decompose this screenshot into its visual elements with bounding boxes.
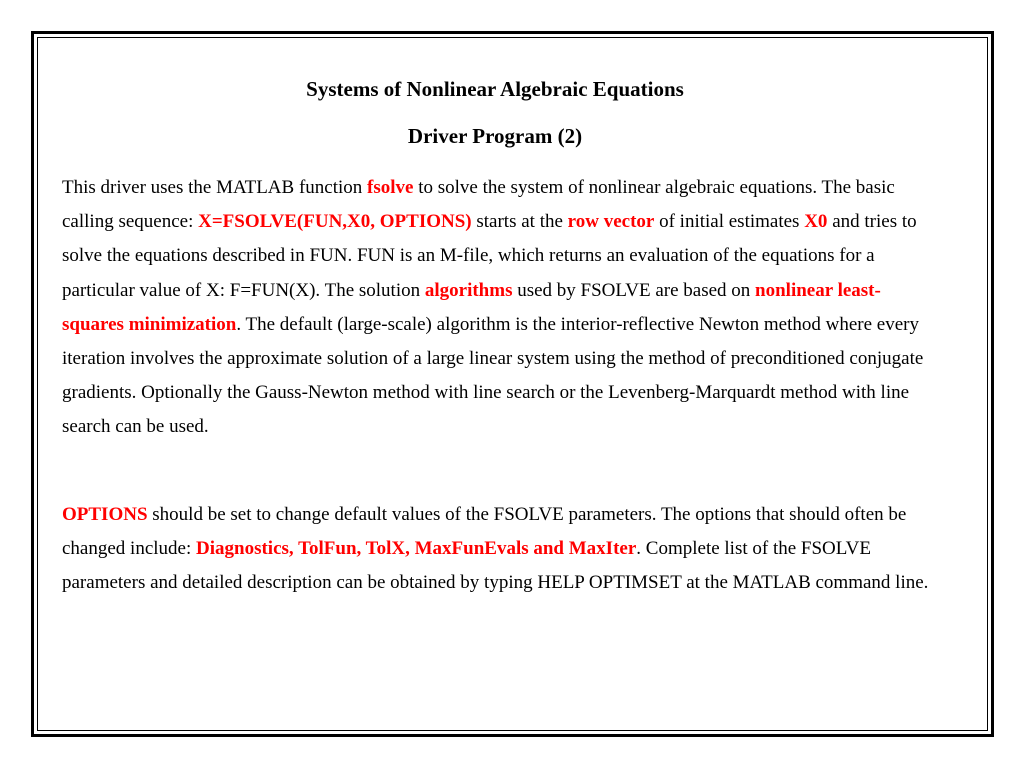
text-span: . Complete list of the FSOLVE parameters and detailed description can be obtained by typing HELP OPTIMSET at the MATLAB command line.: [62, 538, 929, 594]
text-span: of initial estimates: [654, 211, 805, 233]
highlight-parameters: Diagnostics, TolFun, TolX, MaxFunEvals and MaxIter: [196, 538, 637, 560]
highlight-calling-sequence: X=FSOLVE(FUN,X0, OPTIONS): [198, 211, 472, 233]
text-span: to solve the system of nonlinear algebraic equations. The basic calling sequence:: [62, 177, 895, 233]
highlight-x0: X0: [804, 211, 828, 233]
slide-title: Systems of Nonlinear Algebraic Equations: [306, 77, 684, 101]
text-span: starts at the: [471, 211, 568, 233]
text-span: and tries to solve the equations described in FUN. FUN is an M-file, which returns an evaluation of the equations for a particular value of X: F=FUN(X). The solution: [62, 211, 917, 301]
body-paragraph-1: [62, 171, 942, 445]
text-span: used by FSOLVE are based on: [512, 279, 756, 301]
highlight-row-vector: row vector: [567, 211, 655, 233]
body-paragraph-2: [62, 498, 942, 601]
highlight-options: OPTIONS: [62, 504, 148, 525]
text-span: should be set to change default values of the FSOLVE parameters. The options that should often be changed include:: [62, 504, 907, 560]
highlight-fsolve: fsolve: [367, 177, 414, 198]
highlight-least-squares: nonlinear least- squares minimization: [62, 279, 881, 335]
text-span: . The default (large-scale) algorithm is the interior-reflective Newton method where every iteration involves the approximate solution of a large linear system using the method of preconditioned conjugate gradients. Optionally the Gauss-Newton method with line search or the Levenberg-Marquardt method with line search can be used.: [62, 313, 924, 438]
slide-subtitle: Driver Program (2): [407, 124, 583, 148]
highlight-algorithms: algorithms: [424, 279, 513, 301]
text-span: This driver uses the MATLAB function: [62, 177, 368, 198]
